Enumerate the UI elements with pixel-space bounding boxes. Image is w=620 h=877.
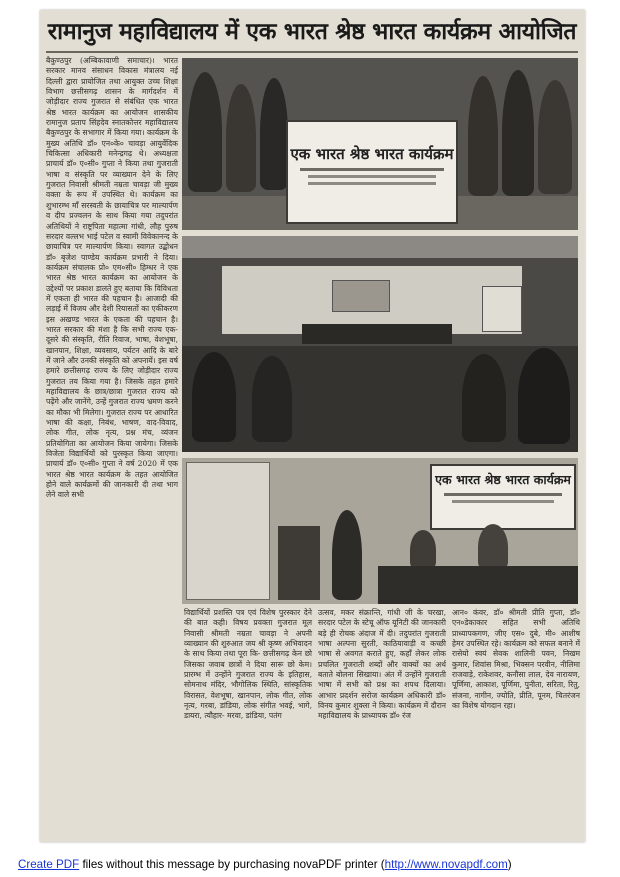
- dais-table: [378, 566, 578, 604]
- photo-stage-dignitaries: [182, 458, 578, 604]
- article-column-1: बैकुण्ठपुर (अम्बिकावाणी समाचार)। भारत सरकार मानव संसाधन विकास मंत्रालय नई दिल्ली द्वारा प्रायोजित तथा आयुक्त उच्च शिक्षा विभाग छत्तीसगढ़ शासन के मार्गदर्शन में जोड़ीदार राज्य गुजरात से संबंधित एक भारत श्रेष्ठ भारत कार्यक्रम का आयोजन शासकीय रामानुज प्रताप सिंहदेव स्नातकोत्तर महाविद्यालय बैकुण्ठपुर के सभागार में किया गया। कार्यक्रम के मुख्य अतिथि डॉ० एन०के० चावड़ा आयुर्वेदिक चिकित्सा अधिकारी मनेन्द्रगढ़ थे। अध्यक्षता प्राचार्य डॉ० ए०सी० गुप्ता ने किया तथा गुजराती भाषा व संस्कृति पर व्याख्यान देने के लिए गुजरात निवासी श्रीमती नम्रता चावड़ा जी मुख्य वक्ता के रूप में उपस्थित थे। कार्यक्रम का शुभारम्भ माँ सरस्वती के छायाचित्र पर माल्यार्पण व दीप प्रज्वलन के साथ किया गया तदुपरांत अतिथियों ने राष्ट्रपिता महात्मा गांधी, लौह पुरुष सरदार वल्लभ भाई पटेल व स्वामी विवेकानन्द के छायाचित्र पर माल्यार्पण किया। स्वागत उद्बोधन डॉ० बृजेश पाण्डेय कार्यक्रम प्रभारी ने दिया। कार्यक्रम संचालक प्रो० एम०सी० हिम्धर ने एक भारत श्रेष्ठ भारत कार्यक्रम का आयोजन के उद्देश्यों पर प्रकाश डालते हुए बताया कि विविधता में एकता ही भारत की पहचान है। आजादी की लड़ाई में विजय और देशी रियासतों का एकीकरण इस अखण्ड भारत के एकता की पहचान है। भारत सरकार की मंशा है कि सभी राज्य एक-दूसरे की संस्कृति, रीति रिवाज, भाषा, वेशभूषा, खानपान, शिक्षा, व्यवसाय, पर्यटन आदि के बारे में जाने और उनकी संस्कृति को अपनायें। इस वर्ष हमारे छत्तीसगढ़ राज्य के लिए जोड़ीदार राज्य गुजरात तय किया गया है। जिसके तहत हमारे महाविद्यालय के छात्र/छात्रा गुजरात राज्य को पढ़ेंगे और जानेंगे, उन्हें गुजरात राज्य भ्रमण करने का मौका भी मिलेगा। गुजरात राज्य पर आधारित भाषा की कक्षा, निबंध, भाषण, वाद-विवाद, लोक गीत, लोक नृत्य, प्रश्न मंच, व्यंजन प्रतियोगिता का आयोजन किया जायेगा। जिसके विजेता विद्यार्थियों को पुरस्कृत किया जाएगा। प्राचार्य डॉ० ए०सी० गुप्ता ने वर्ष 2020 में एक भारत श्रेष्ठ भारत कार्यक्रम के तहत आयोजित होने वाले कार्यक्रमों की जानकारी दी तथा भाग लेने वाले सभी: [46, 56, 178, 500]
- article-column-2: विद्यार्थियों प्रशस्ति पत्र एवं विशेष पुरस्कार देने की बात कही। विषय प्रवक्ता गुजरात मूल निवासी श्रीमती नम्रता चावड़ा ने अपनी व्याख्यान की शुरुआत जय श्री कृष्ण अभिवादन के साथ किया तथा पूरा कि- छत्तीसगढ़ केन छो जिसका जवाब छात्रों ने दिया सारू छो केम। प्रारम्भ में उन्होंने गुजरात राज्य के इतिहास, सोमनाथ मंदिर, भौगोलिक स्थिति, सांस्कृतिक विरासत, वेशभूषा, खानपान, लोक गीत, लोक नृत्य, गरबा, डांडिया, लोक संगीत भवई, भागे, डायरा, त्यौहार- मरवा, डांडिया, पतंग: [184, 608, 312, 721]
- crowd-figure: [260, 78, 288, 190]
- banner-subtitle-line: [308, 182, 436, 185]
- banner-subtitle-line: [452, 500, 554, 503]
- novapdf-url-link[interactable]: http://www.novapdf.com: [384, 858, 508, 871]
- footer-text-end: ): [507, 858, 512, 871]
- footer-text: files without this message by purchasing novaPDF printer (: [79, 858, 385, 871]
- banner-subtitle-line: [308, 175, 436, 178]
- headline-rule: [46, 51, 578, 53]
- crowd-figure: [252, 356, 292, 442]
- seated-figure: [478, 524, 508, 570]
- create-pdf-link[interactable]: Create PDF: [18, 858, 80, 871]
- speaker-figure: [332, 510, 362, 600]
- banner-title: एक भारत श्रेष्ठ भारत कार्यक्रम: [290, 145, 454, 163]
- crowd-figure: [188, 72, 222, 192]
- event-banner: [430, 464, 576, 530]
- seated-figure: [410, 530, 436, 570]
- newspaper-clipping: [40, 10, 585, 842]
- crowd-figure: [468, 76, 498, 196]
- photo-students-banner: [182, 58, 578, 230]
- classroom-board: [186, 462, 270, 600]
- crowd-figure: [538, 80, 572, 194]
- event-banner: [286, 120, 458, 224]
- podium: [278, 526, 320, 600]
- ceiling: [182, 236, 578, 258]
- stage-table: [302, 324, 452, 344]
- banner-subtitle-line: [444, 493, 562, 496]
- stage-board: [332, 280, 390, 312]
- pdf-watermark-footer: [18, 858, 608, 872]
- crowd-figure: [502, 70, 534, 196]
- crowd-figure: [192, 352, 236, 442]
- stage-poster: [482, 286, 522, 332]
- crowd-figure: [518, 348, 570, 444]
- article-column-3: उत्सव, मकर संक्रान्ति, गांधी जी के चरखा, सरदार पटेल के स्टेचू ऑफ यूनिटी की जानकारी बड़े ही रोचक अंदाज में दी। तदुपरांत गुजराती भाषा अल्पना सुरती, काठियावाड़ी व कच्छी भाषा से अवगत कराते हुए, कहाँ लेकर लोक प्रचलित गुजराती शब्दों और वाक्यों का अर्थ बताते बोलना सिखाया। अंत में उन्होंने गुजराती भाषा में सभी को प्रश्न का शपथ दिलाया। आभार प्रदर्शन सरोज कार्यक्रम अधिकारी डॉ० विनय कुमार शुक्ला ने किया। कार्यक्रम में दौरान महाविद्यालय के प्राध्यापक डॉ० रंज: [318, 608, 446, 721]
- article-column-4: आन० कंवर, डॉ० श्रीमती प्रीति गुप्ता, डॉ० एन०डेकाकार सहित सभी अतिथि प्राध्यापकगण, जीए एस० दुबे, मी० आशीष हेमर उपस्थित रहे। कार्यक्रम को सफल बनाने में रासेयो स्वयं सेवक शालिनी पवन, निखम कुमार, शिवांस मिश्रा, भिक्सन परवीन, नीलिमा राजवाड़े, राकेशवर, कनौसा लाल, देव नारायण, पूर्णिमा, आकाश, पूर्णिमा, पुनीता, सरिता, रितु, संजना, नागीन, ज्योति, प्रीति, पूनम, चितरंजन का विशेष योगदान रहा।: [452, 608, 580, 711]
- article-headline: रामानुज महाविद्यालय में एक भारत श्रेष्ठ भारत कार्यक्रम आयोजित: [47, 18, 577, 45]
- banner-subtitle-line: [300, 168, 444, 171]
- crowd-figure: [226, 84, 256, 192]
- banner-title: एक भारत श्रेष्ठ भारत कार्यक्रम: [435, 472, 571, 487]
- crowd-figure: [462, 354, 506, 442]
- photo-auditorium: [182, 236, 578, 452]
